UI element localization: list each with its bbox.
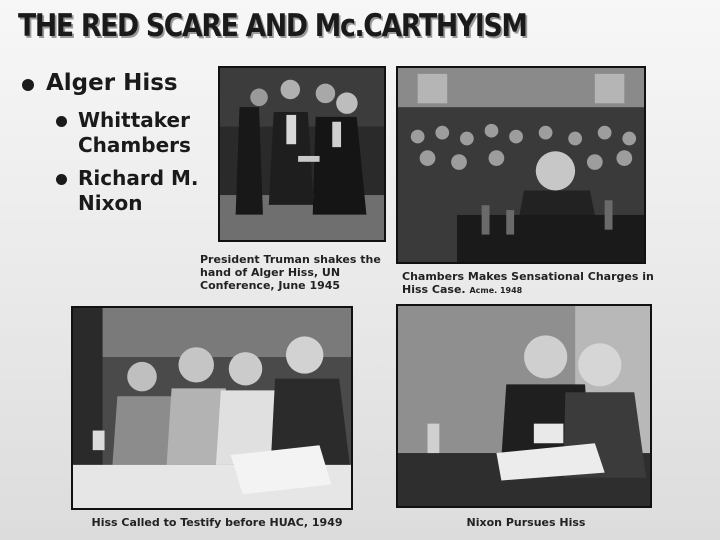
bullet-dot-icon (56, 116, 67, 127)
caption-chambers-main: Chambers Makes Sensational Charges in Hiss Case. (402, 270, 654, 296)
bullet-dot-icon (56, 174, 67, 185)
slide-title: THE RED SCARE AND Mc.CARTHYISM (18, 8, 527, 44)
photo-chambers-hearing (396, 66, 646, 264)
caption-chambers (402, 270, 672, 297)
photo-nixon-hiss (396, 304, 652, 508)
sub-bullet-text: Richard M. Nixon (78, 166, 199, 215)
caption-huac: Hiss Called to Testify before HUAC, 1949 (91, 516, 343, 529)
caption-chambers-credit: Acme. 1948 (469, 286, 523, 295)
sub-bullet-nixon (56, 166, 216, 216)
bullet-alger-hiss (22, 70, 178, 96)
photo-hiss-huac (71, 306, 353, 510)
bullet-dot-icon (22, 79, 34, 91)
sub-bullet-chambers (56, 108, 216, 158)
bullet-text: Alger Hiss (46, 70, 178, 96)
caption-truman: President Truman shakes the hand of Alger Hiss, UN Conference, June 1945 (200, 253, 381, 292)
photo-truman-handshake (218, 66, 386, 242)
caption-nixon: Nixon Pursues Hiss (466, 516, 586, 529)
sub-bullet-text: Whittaker Chambers (78, 108, 191, 157)
